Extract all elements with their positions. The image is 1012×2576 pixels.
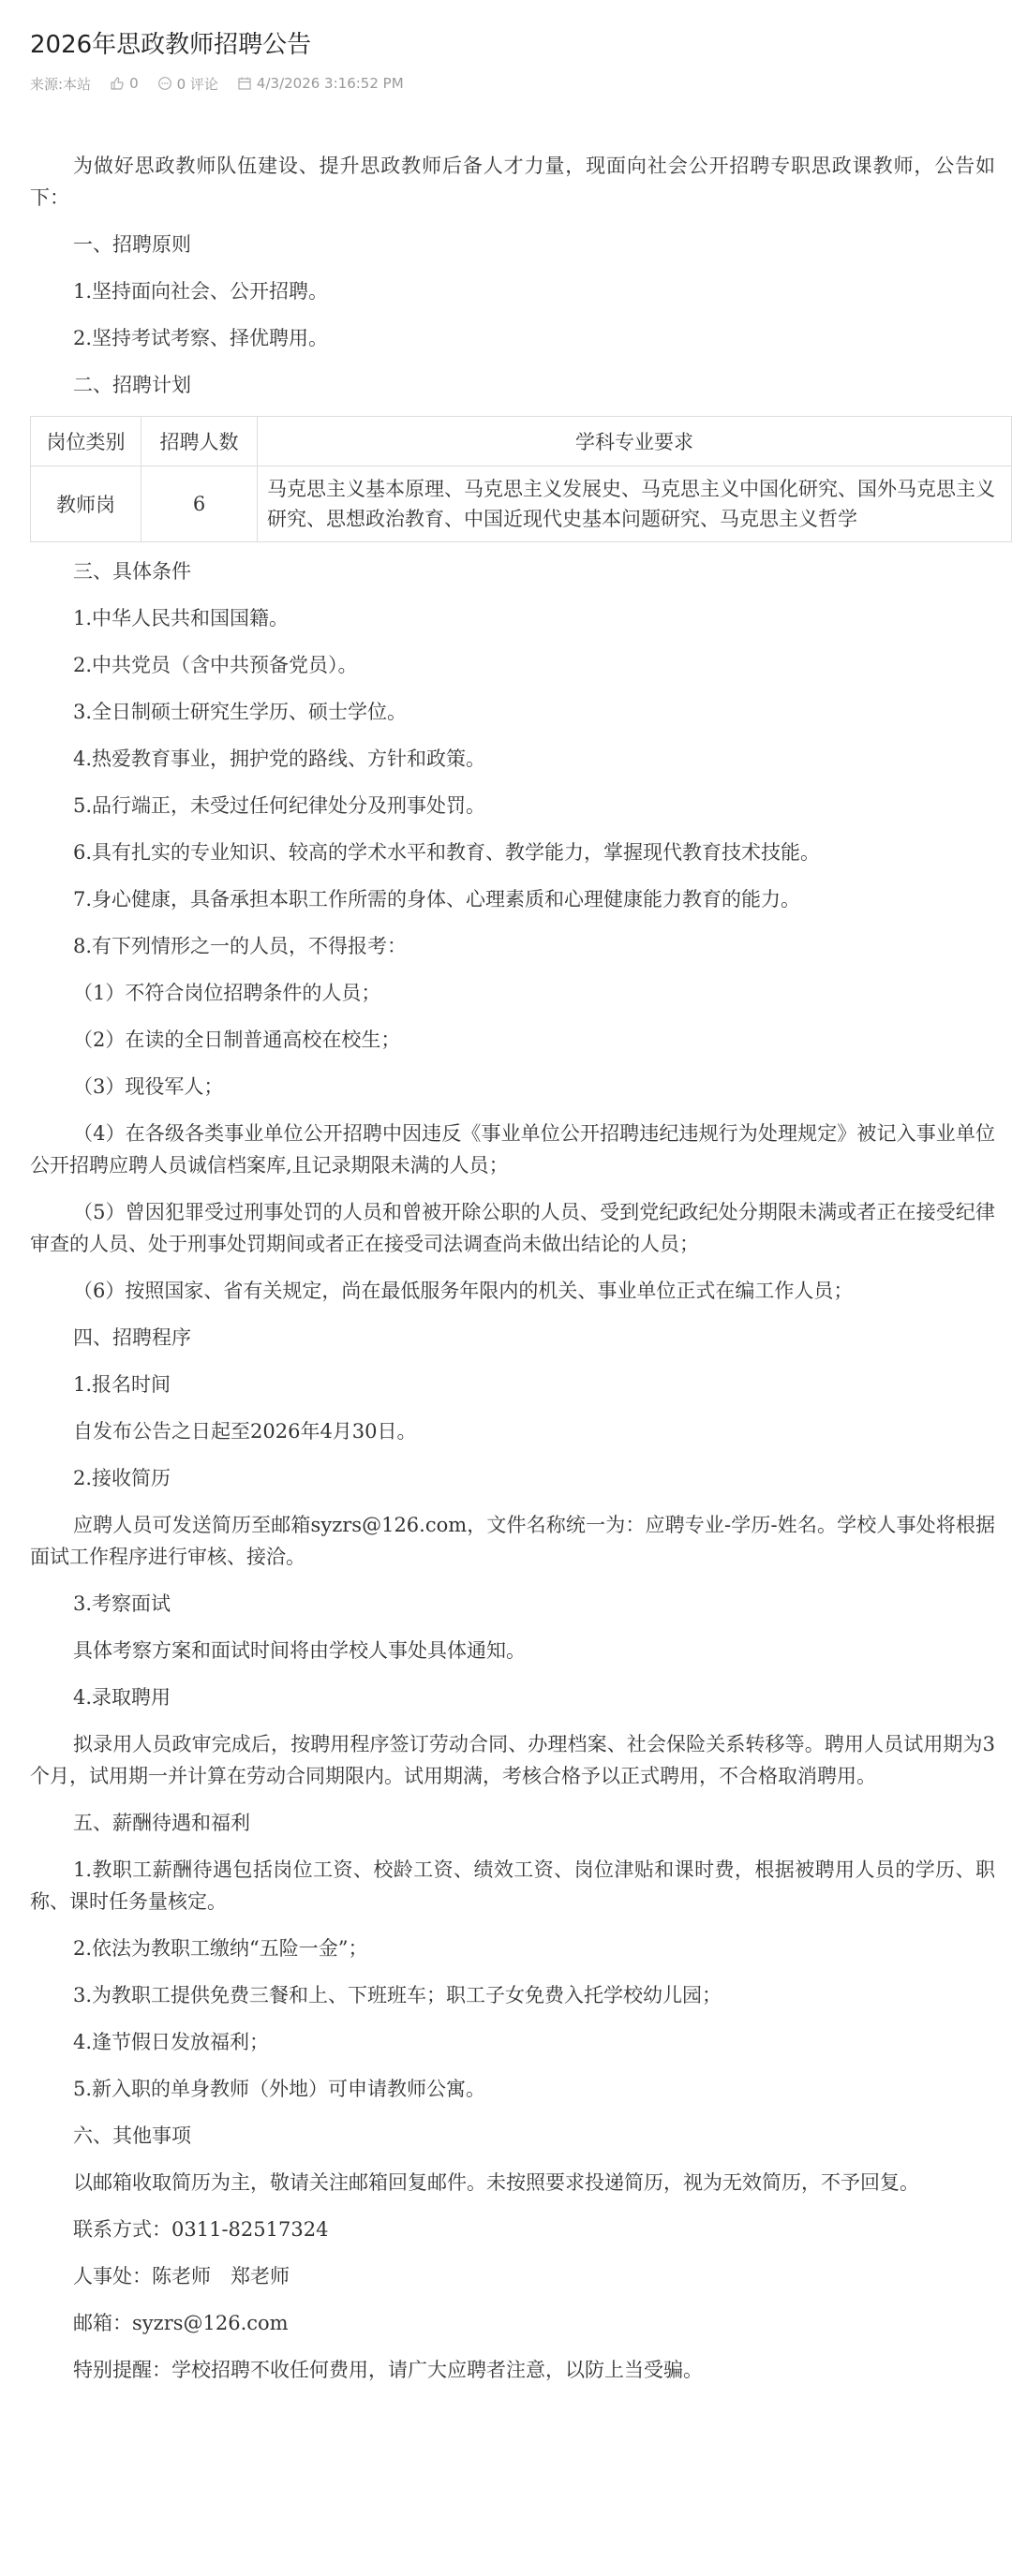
sub-list-item: （3）现役军人； [73, 1075, 224, 1098]
list-item: 4.热爱教育事业，拥护党的路线、方针和政策。 [73, 748, 486, 770]
list-item: 2.坚持考试考察、择优聘用。 [73, 327, 329, 349]
section-heading: 二、招聘计划 [73, 374, 191, 396]
article-body [30, 150, 995, 2386]
thumbs-up-icon [110, 76, 125, 91]
page-title: 2026年思政教师招聘公告 [30, 31, 312, 59]
list-item: 5.新入职的单身教师（外地）可申请教师公寓。 [73, 2078, 486, 2100]
comment-link[interactable] [157, 74, 218, 94]
like-count: 0 [129, 75, 139, 92]
table-row [31, 466, 1012, 542]
source-label: 来源:本站 [30, 75, 92, 93]
special-notice: 特别提醒：学校招聘不收任何费用，请广大应聘者注意，以防上当受骗。 [73, 2359, 703, 2381]
step-text: 拟录用人员政审完成后，按聘用程序签订劳动合同、办理档案、社会保险关系转移等。聘用人员试用期为3个月，试用期一并计算在劳动合同期限内。试用期满，考核合格予以正式聘用，不合格取消聘用。 [30, 1733, 995, 1787]
publish-datetime: 4/3/2026 3:16:52 PM [256, 75, 404, 92]
contact-phone: 联系方式：0311-82517324 [73, 2218, 329, 2241]
table-header-row [31, 417, 1012, 466]
table-cell-count: 6 [141, 466, 258, 542]
table-cell-category: 教师岗 [31, 466, 141, 542]
step-title: 3.考察面试 [73, 1592, 171, 1615]
step-title: 4.录取聘用 [73, 1686, 171, 1709]
list-item: 1.坚持面向社会、公开招聘。 [73, 280, 329, 303]
section-heading: 三、具体条件 [73, 560, 191, 583]
calendar-icon [237, 76, 252, 91]
recruitment-plan-table [30, 416, 1012, 542]
list-item: 2.依法为教职工缴纳“五险一金”； [73, 1937, 368, 1960]
contact-hr: 人事处：陈老师 郑老师 [73, 2265, 290, 2287]
list-item: 3.全日制硕士研究生学历、硕士学位。 [73, 701, 408, 723]
article-meta [30, 73, 995, 94]
other-text: 以邮箱收取简历为主，敬请关注邮箱回复邮件。未按照要求投递简历，视为无效简历，不予回复。 [73, 2171, 919, 2194]
contact-email: 邮箱：syzrs@126.com [73, 2312, 289, 2334]
comment-icon [157, 76, 172, 91]
list-item: 1.教职工薪酬待遇包括岗位工资、校龄工资、绩效工资、岗位津贴和课时费，根据被聘用人员的学历、职称、课时任务量核定。 [30, 1858, 995, 1913]
sub-list-item: （1）不符合岗位招聘条件的人员； [73, 982, 381, 1004]
step-title: 1.报名时间 [73, 1373, 171, 1396]
comment-count: 0 评论 [176, 75, 218, 93]
list-item: 2.中共党员（含中共预备党员）。 [73, 654, 358, 676]
list-item: 4.逢节假日发放福利； [73, 2031, 270, 2053]
table-header: 招聘人数 [141, 417, 258, 466]
table-header: 岗位类别 [31, 417, 141, 466]
list-item: 3.为教职工提供免费三餐和上、下班班车；职工子女免费入托学校幼儿园； [73, 1984, 722, 2006]
step-text: 自发布公告之日起至2026年4月30日。 [73, 1420, 417, 1443]
step-text: 应聘人员可发送简历至邮箱syzrs@126.com，文件名称统一为：应聘专业-学历-姓名。学校人事处将根据面试工作程序进行审核、接洽。 [30, 1514, 995, 1568]
section-heading: 五、薪酬待遇和福利 [73, 1812, 250, 1834]
step-text: 具体考察方案和面试时间将由学校人事处具体通知。 [73, 1639, 526, 1662]
section-heading: 六、其他事项 [73, 2124, 191, 2147]
list-item: 5.品行端正，未受过任何纪律处分及刑事处罚。 [73, 794, 486, 817]
sub-list-item: （2）在读的全日制普通高校在校生； [73, 1029, 401, 1051]
list-item: 1.中华人民共和国国籍。 [73, 607, 290, 629]
sub-list-item: （6）按照国家、省有关规定，尚在最低服务年限内的机关、事业单位正式在编工作人员； [73, 1280, 854, 1302]
list-item: 8.有下列情形之一的人员，不得报考： [73, 935, 408, 957]
section-heading: 四、招聘程序 [73, 1326, 191, 1349]
sub-list-item: （4）在各级各类事业单位公开招聘中因违反《事业单位公开招聘违纪违规行为处理规定》被记入事业单位公开招聘应聘人员诚信档案库,且记录期限未满的人员； [30, 1122, 995, 1177]
like-button[interactable] [110, 75, 139, 92]
step-title: 2.接收简历 [73, 1467, 171, 1489]
list-item: 7.身心健康，具备承担本职工作所需的身体、心理素质和心理健康能力教育的能力。 [73, 888, 801, 910]
section-heading: 一、招聘原则 [73, 233, 191, 256]
sub-list-item: （5）曾因犯罪受过刑事处罚的人员和曾被开除公职的人员、受到党纪政纪处分期限未满或者正在接受纪律审查的人员、处于刑事处罚期间或者正在接受司法调查尚未做出结论的人员； [30, 1201, 995, 1255]
intro-paragraph: 为做好思政教师队伍建设、提升思政教师后备人才力量，现面向社会公开招聘专职思政课教师，公告如下： [30, 155, 995, 209]
list-item: 6.具有扎实的专业知识、较高的学术水平和教育、教学能力，掌握现代教育技术技能。 [73, 841, 821, 864]
table-header: 学科专业要求 [258, 417, 1012, 466]
publish-date [237, 75, 404, 92]
table-cell-requirement: 马克思主义基本原理、马克思主义发展史、马克思主义中国化研究、国外马克思主义研究、思想政治教育、中国近现代史基本问题研究、马克思主义哲学 [258, 466, 1012, 542]
